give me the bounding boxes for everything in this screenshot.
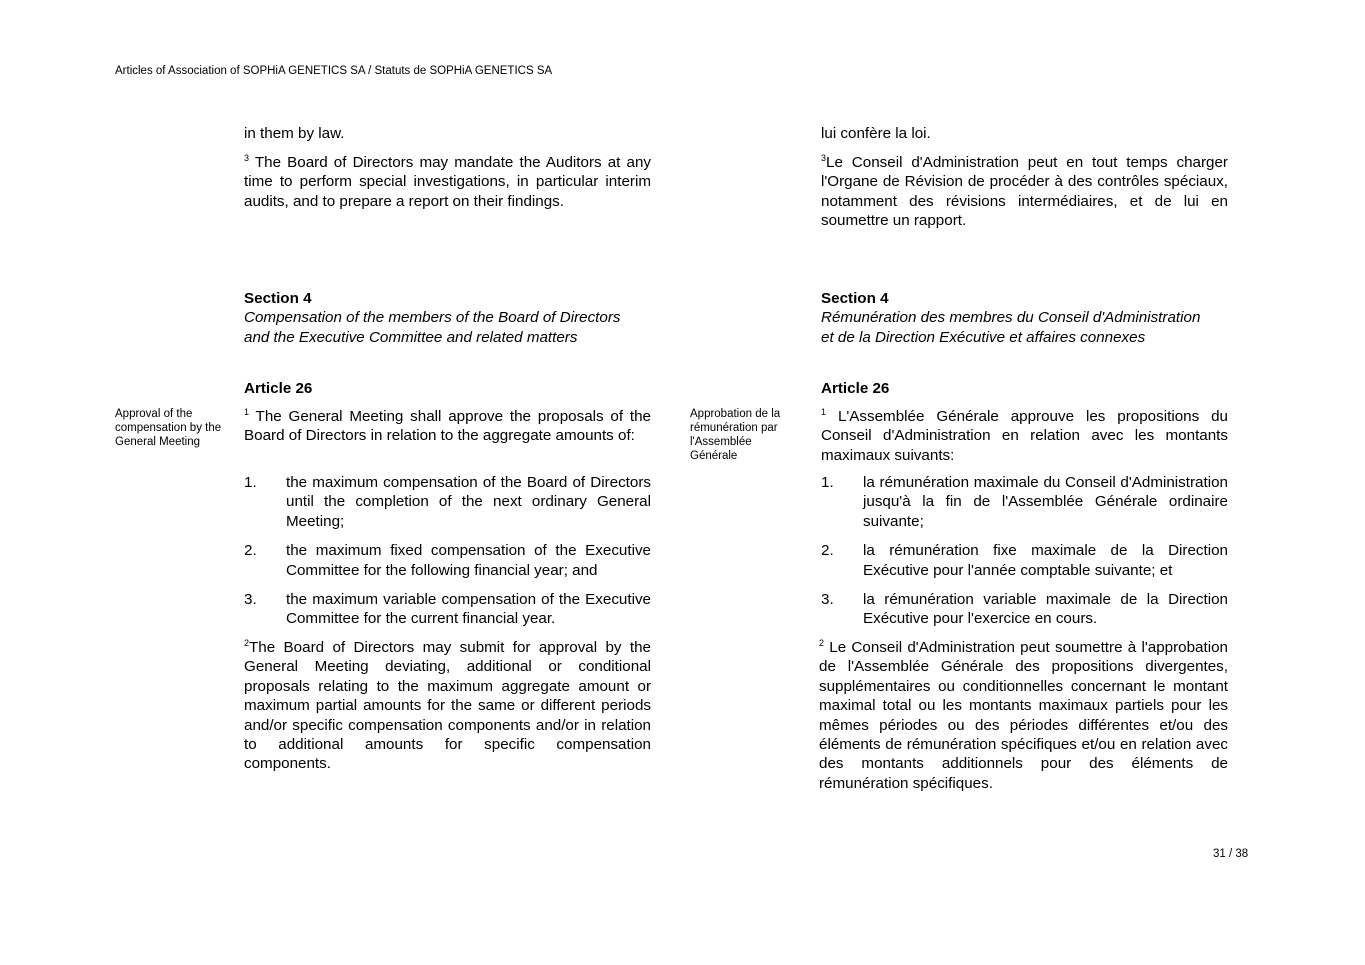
- french-section-heading: [821, 289, 1241, 347]
- english-paragraph-1: [244, 407, 651, 446]
- list-item-number: 3.: [821, 591, 834, 609]
- english-article-title: Article 26: [244, 380, 313, 397]
- list-item: [821, 473, 1228, 531]
- list-item-text: la rémunération fixe maximale de la Direction Exécutive pour l'année comptable suivante; et: [863, 542, 1228, 579]
- french-p1-sup: 1: [821, 406, 827, 417]
- french-p1-text: L'Assemblée Générale approuve les propositions du Conseil d'Administration en relation avec les montants maximaux suivants:: [821, 408, 1228, 464]
- french-article-title: Article 26: [821, 380, 890, 397]
- english-p2-text: The Board of Directors may submit for approval by the General Meeting deviating, additional or conditional proposals relating to the maximum aggregate amount or maximum partial amounts for the same or different periods and/or specific compensation components and/or in relation to additional amounts for specific compensation components.: [244, 639, 651, 773]
- english-paragraph-2: [244, 638, 651, 774]
- english-p1-text: The General Meeting shall approve the proposals of the Board of Directors in relation to the aggregate amounts of:: [244, 408, 651, 445]
- list-item: [244, 473, 651, 531]
- french-p2-sup: 2: [819, 637, 825, 648]
- french-para3-text: Le Conseil d'Administration peut en tout temps charger l'Organe de Révision de procéder à des contrôles spéciaux, notamment des révisions intermédiaires, et de lui en soumettre un rapport.: [821, 154, 1228, 230]
- list-item: [244, 541, 651, 580]
- list-item-number: 1.: [244, 474, 257, 491]
- english-section-subtitle-1: Compensation of the members of the Board of Directors: [244, 309, 621, 327]
- list-item-text: the maximum variable compensation of the Executive Committee for the current financial year.: [286, 591, 651, 628]
- french-paragraph-1: [821, 407, 1228, 465]
- english-section-heading: [244, 289, 664, 347]
- english-para3-text: The Board of Directors may mandate the Auditors at any time to perform special investigations, in particular interim audits, and to prepare a report on their findings.: [244, 154, 651, 210]
- list-item-text: the maximum fixed compensation of the Executive Committee for the following financial year; and: [286, 542, 651, 579]
- french-continuation: [821, 124, 1228, 143]
- french-paragraph-3: [821, 153, 1228, 231]
- list-item-text: la rémunération maximale du Conseil d'Administration jusqu'à la fin de l'Assemblée Générale ordinaire suivante;: [863, 474, 1228, 530]
- list-item-number: 2.: [821, 542, 834, 560]
- english-para3-sup: 3: [244, 152, 250, 163]
- list-item-number: 2.: [244, 542, 257, 560]
- french-continuation-text: lui confère la loi.: [821, 125, 931, 142]
- english-paragraph-3: [244, 153, 651, 211]
- english-list: [244, 473, 651, 629]
- french-section-subtitle-2: et de la Direction Exécutive et affaires connexes: [821, 328, 1146, 346]
- french-section-title: Section 4: [821, 290, 889, 307]
- list-item: [821, 590, 1228, 629]
- english-continuation: [244, 124, 651, 143]
- french-p2-text: Le Conseil d'Administration peut soumettre à l'approbation de l'Assemblée Générale des propositions divergentes, supplémentaires ou conditionnelles concernant le montant maximal total ou les montants maximaux partiels pour les mêmes périodes ou des périodes différentes et/ou des éléments de rémunération spécifiques et/ou en relation avec des montants additionnels pour des éléments de rémunération spécifiques.: [819, 639, 1228, 792]
- page-number: 31 / 38: [1213, 848, 1249, 860]
- french-section-subtitle-1: Rémunération des membres du Conseil d'Administration: [821, 309, 1201, 327]
- french-margin-note: Approbation de la rémunération par l'Assemblée Générale: [690, 408, 781, 462]
- english-section-subtitle-2: and the Executive Committee and related matters: [244, 328, 578, 346]
- document-header: Articles of Association of SOPHiA GENETICS SA / Statuts de SOPHiA GENETICS SA: [115, 65, 553, 77]
- french-paragraph-2: [819, 638, 1228, 793]
- list-item: [244, 590, 651, 629]
- list-item-text: the maximum compensation of the Board of Directors until the completion of the next ordinary General Meeting;: [286, 474, 651, 530]
- list-item: [821, 541, 1228, 580]
- english-continuation-text: in them by law.: [244, 125, 345, 142]
- english-p2-sup: 2: [244, 637, 250, 648]
- english-section-title: Section 4: [244, 290, 312, 307]
- list-item-number: 3.: [244, 591, 257, 609]
- french-list: [821, 473, 1228, 629]
- english-p1-sup: 1: [244, 406, 250, 417]
- list-item-number: 1.: [821, 474, 834, 491]
- list-item-text: la rémunération variable maximale de la Direction Exécutive pour l'exercice en cours.: [863, 591, 1228, 628]
- french-para3-sup: 3: [821, 152, 827, 163]
- english-margin-note: Approval of the compensation by the General Meeting: [115, 408, 222, 448]
